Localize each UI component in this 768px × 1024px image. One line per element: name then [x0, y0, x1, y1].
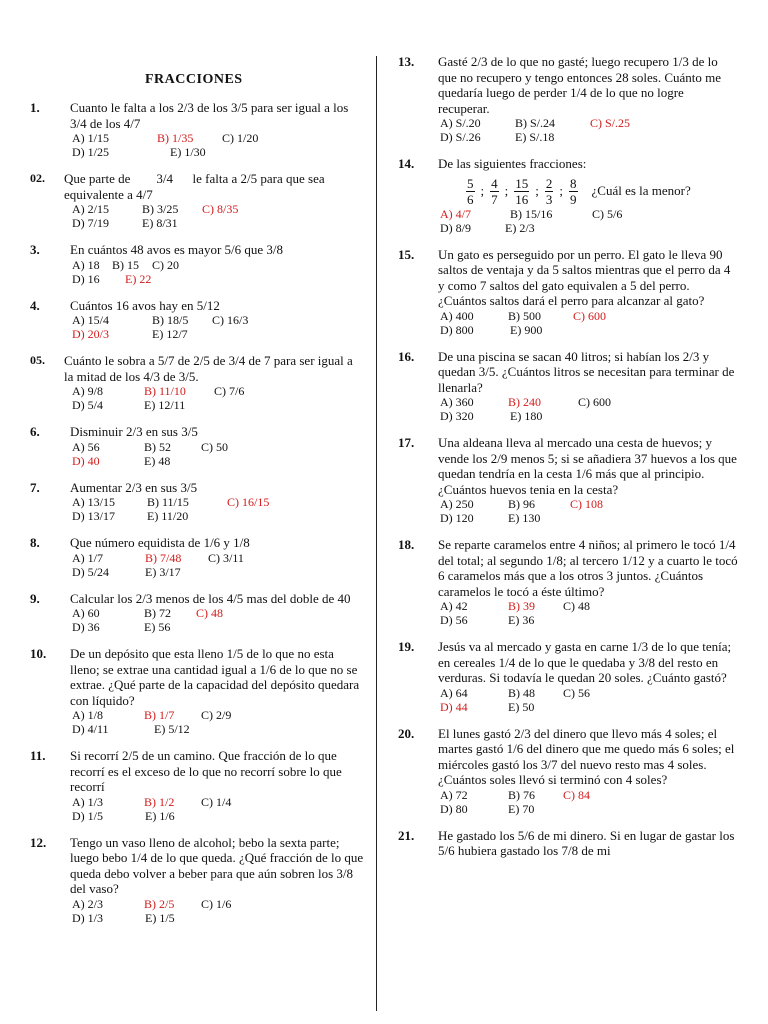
answer-options	[72, 131, 365, 159]
options-row	[440, 700, 738, 714]
correct-answer-option: C) S/.25	[590, 116, 631, 130]
options-row	[72, 258, 365, 272]
question-number: 7.	[30, 479, 40, 495]
options-row	[72, 440, 365, 454]
column-divider	[376, 56, 377, 1011]
left-column	[30, 100, 365, 937]
separator: ;	[504, 183, 509, 198]
question-number: 17.	[398, 435, 415, 450]
options-row	[72, 509, 365, 523]
answer-option: D) 8/9	[440, 220, 471, 235]
question-number: 13.	[398, 54, 415, 69]
options-row	[72, 708, 365, 722]
answer-option: A) 2/3	[72, 896, 103, 911]
answer-options	[72, 313, 365, 341]
answer-option: D) 320	[440, 409, 474, 423]
right-column	[398, 54, 741, 871]
answer-option: E) 48	[144, 453, 171, 468]
correct-answer-option: B) 39	[508, 599, 535, 613]
question-text: Cuanto le falta a los 2/3 de los 3/5 para ser igual a los 3/4 de los 4/7	[70, 100, 352, 131]
question-item	[398, 726, 738, 816]
answer-options	[72, 440, 365, 468]
denominator: 16	[515, 191, 529, 207]
options-row	[72, 398, 365, 412]
options-row	[72, 620, 365, 634]
answer-option: E) 5/12	[154, 722, 190, 736]
correct-answer-option: B) 11/10	[144, 384, 186, 398]
separator: ;	[480, 183, 485, 198]
answer-option: E) 70	[508, 801, 535, 816]
question-number: 14.	[398, 156, 415, 171]
correct-answer-option: E) 22	[125, 271, 152, 286]
answer-option: A) 42	[440, 599, 468, 613]
question-item	[398, 639, 738, 714]
answer-option: C) 1/4	[201, 794, 232, 809]
question-number: 1.	[30, 100, 40, 115]
question-text: En cuántos 48 avos es mayor 5/6 que 3/8	[70, 242, 284, 257]
question-text: Que parte de 3/4 le falta a 2/5 para que sea equivalente a 4/7	[64, 171, 328, 202]
answer-option: B) 48	[508, 685, 535, 700]
answer-options	[440, 599, 738, 627]
options-row	[440, 802, 738, 816]
question-number: 16.	[398, 348, 415, 364]
question-item	[30, 535, 365, 579]
options-row	[72, 795, 365, 809]
question-number: 20.	[398, 725, 415, 741]
answer-option: C) 3/11	[208, 550, 244, 565]
denominator: 9	[570, 191, 577, 207]
answer-options	[72, 202, 365, 230]
answer-option: E) 1/6	[145, 808, 175, 823]
answer-options	[440, 686, 738, 714]
answer-option: C) 2/9	[201, 708, 232, 722]
answer-options	[440, 788, 738, 816]
answer-options	[72, 897, 365, 925]
fraction	[490, 176, 499, 207]
answer-option: D) 5/4	[72, 398, 103, 412]
answer-option: A) 400	[440, 308, 474, 323]
answer-option: B) 15	[112, 257, 139, 272]
numerator: 5	[467, 175, 474, 191]
question-item	[30, 242, 365, 286]
question-item	[30, 100, 365, 159]
options-row	[440, 221, 738, 235]
question-text: De una piscina se sacan 40 litros; si habían los 2/3 y quedan 3/5. ¿Cuántos litros se necesitan para terminar de llenarla?	[438, 348, 738, 395]
correct-answer-option: B) 1/35	[157, 131, 194, 145]
page-title: FRACCIONES	[145, 72, 243, 87]
fraction	[569, 176, 578, 207]
question-text: Disminuir 2/3 en sus 3/5	[70, 424, 198, 439]
answer-option: D) S/.26	[440, 130, 481, 144]
answer-option: A) 1/3	[72, 794, 103, 809]
answer-options	[72, 258, 365, 286]
answer-option: E) 1/30	[170, 145, 206, 159]
correct-answer-option: B) 1/2	[144, 794, 175, 809]
correct-answer-option: B) 240	[508, 395, 541, 409]
question-text: Si recorrí 2/5 de un camino. Que fracción de lo que recorrí es el exceso de lo que no recorrí sobre lo que recorrí	[70, 748, 346, 794]
answer-options	[440, 116, 738, 144]
answer-option: D) 1/25	[72, 145, 109, 159]
answer-option: C) 1/20	[222, 131, 259, 145]
question-item	[30, 646, 365, 736]
options-row	[440, 395, 738, 409]
question-number: 19.	[398, 639, 415, 654]
question-number: 12.	[30, 834, 47, 850]
answer-option: C) 20	[152, 257, 179, 272]
options-row	[72, 313, 365, 327]
options-row	[440, 323, 738, 337]
separator: ;	[535, 183, 539, 198]
question-text: Cuántos 16 avos hay en 5/12	[70, 297, 220, 313]
options-row	[440, 497, 738, 511]
fraction	[514, 176, 529, 207]
options-row	[440, 599, 738, 613]
question-number: 18.	[398, 537, 415, 552]
answer-option: E) 12/11	[144, 398, 186, 412]
answer-option: A) 9/8	[72, 384, 103, 398]
answer-option: A) 18	[72, 257, 100, 272]
answer-option: C) 600	[578, 395, 611, 409]
correct-answer-option: C) 16/15	[227, 495, 270, 509]
correct-answer-option: D) 40	[72, 453, 100, 468]
question-item	[30, 748, 365, 823]
question-number: 3.	[30, 242, 40, 257]
answer-option: A) 60	[72, 606, 100, 620]
answer-options	[440, 497, 738, 525]
question-number: 6.	[30, 424, 40, 439]
question-number: 11.	[30, 748, 46, 763]
answer-option: A) 1/15	[72, 131, 109, 145]
answer-options	[440, 309, 738, 337]
answer-option: A) 72	[440, 787, 468, 802]
numerator: 8	[570, 175, 577, 191]
answer-option: B) 76	[508, 787, 535, 802]
separator: ;	[559, 183, 563, 198]
correct-answer-option: A) 4/7	[440, 206, 471, 221]
answer-option: B) 96	[508, 497, 535, 511]
options-row	[440, 309, 738, 323]
options-row	[440, 613, 738, 627]
answer-option: E) 2/3	[505, 220, 535, 235]
answer-option: B) 15/16	[510, 206, 553, 221]
answer-option: A) 360	[440, 395, 474, 409]
correct-answer-option: C) 48	[196, 606, 223, 620]
answer-options	[440, 395, 738, 423]
question-item	[398, 247, 738, 337]
answer-option: A) 13/15	[72, 495, 115, 509]
question-item	[30, 591, 365, 635]
fraction-question: ¿Cuál es la menor?	[591, 183, 691, 198]
answer-option: D) 5/24	[72, 564, 109, 579]
options-row	[72, 911, 365, 925]
answer-option: A) 2/15	[72, 202, 109, 216]
answer-option: B) 3/25	[142, 202, 179, 216]
answer-option: E) 900	[510, 322, 543, 337]
answer-option: B) 52	[144, 439, 171, 454]
answer-option: A) 250	[440, 497, 474, 511]
options-row	[72, 202, 365, 216]
correct-answer-option: C) 600	[573, 308, 606, 323]
options-row	[72, 722, 365, 736]
options-row	[72, 145, 365, 159]
answer-option: D) 16	[72, 271, 100, 286]
question-text: He gastado los 5/6 de mi dinero. Si en lugar de gastar los 5/6 hubiera gastado los 7/8 de mi	[438, 827, 738, 858]
answer-option: C) 7/6	[214, 384, 245, 398]
answer-option: E) 50	[508, 699, 535, 714]
numerator: 15	[515, 175, 529, 191]
answer-option: D) 800	[440, 322, 474, 337]
options-row	[72, 606, 365, 620]
answer-option: C) 48	[563, 599, 590, 613]
answer-option: B) 18/5	[152, 313, 189, 327]
answer-option: D) 1/3	[72, 910, 103, 925]
correct-answer-option: C) 8/35	[202, 202, 239, 216]
question-number: 4.	[30, 297, 40, 313]
question-text: Jesús va al mercado y gasta en carne 1/3 de lo que tenía; en cereales 1/4 de lo que le quedaba y 3/8 del resto en verduras. Si todavía le quedan 20 soles. ¿Cuánto gastó?	[438, 639, 735, 685]
options-row	[72, 495, 365, 509]
answer-options	[440, 207, 738, 235]
correct-answer-option: B) 1/7	[144, 708, 175, 722]
correct-answer-option: C) 84	[563, 787, 590, 802]
options-row	[440, 409, 738, 423]
answer-option: D) 13/17	[72, 509, 115, 523]
options-row	[72, 327, 365, 341]
answer-option: A) 1/7	[72, 550, 103, 565]
question-number: 02.	[30, 171, 45, 185]
question-item	[398, 54, 738, 144]
question-number: 21.	[398, 827, 415, 843]
question-text: Se reparte caramelos entre 4 niños; al primero le tocó 1/4 del total; al segundo 1/8; al tercero 1/12 y a cuarto le tocó 6 caramelos más que a los otros 3 juntos. ¿Cuántos caramelos le tocó a éste último?	[438, 537, 741, 599]
question-number: 15.	[398, 246, 415, 262]
answer-option: A) 56	[72, 439, 100, 454]
question-text: De las siguientes fracciones:	[438, 156, 587, 171]
fraction	[545, 176, 554, 207]
correct-answer-option: B) 2/5	[144, 896, 175, 911]
answer-option: C) 56	[563, 685, 590, 700]
answer-option: D) 4/11	[72, 722, 109, 736]
options-row	[440, 511, 738, 525]
options-row	[72, 565, 365, 579]
question-item	[398, 537, 741, 627]
correct-answer-option: B) 7/48	[145, 550, 182, 565]
answer-option: B) 11/15	[147, 495, 189, 509]
answer-option: C) 50	[201, 439, 228, 454]
answer-option: D) 120	[440, 511, 474, 525]
question-item	[30, 480, 365, 524]
question-text: Una aldeana lleva al mercado una cesta de huevos; y vende los 2/9 menos 5; si se añadiera 37 huevos a los que quedan tendría en la cesta 1/6 más que al principio. ¿Cuántos huevos tenia en la cesta?	[438, 435, 741, 497]
answer-option: D) 56	[440, 613, 468, 627]
answer-option: A) 15/4	[72, 313, 109, 327]
answer-option: B) S/.24	[515, 116, 556, 130]
question-number: 05.	[30, 353, 45, 367]
options-row	[72, 272, 365, 286]
answer-option: E) 1/5	[145, 910, 175, 925]
correct-answer-option: C) 108	[570, 497, 603, 511]
options-row	[72, 809, 365, 823]
options-row	[72, 551, 365, 565]
question-item	[398, 435, 741, 525]
answer-options	[72, 795, 365, 823]
answer-options	[72, 384, 365, 412]
fraction	[466, 176, 475, 207]
question-item	[30, 835, 365, 925]
options-row	[72, 897, 365, 911]
question-text: Calcular los 2/3 menos de los 4/5 mas del doble de 40	[70, 590, 351, 606]
question-text: Que número equidista de 1/6 y 1/8	[70, 535, 250, 550]
options-row	[72, 131, 365, 145]
options-row	[440, 788, 738, 802]
question-item	[30, 171, 365, 230]
answer-option: E) 130	[508, 511, 541, 525]
options-row	[440, 207, 738, 221]
answer-option: E) S/.18	[515, 130, 555, 144]
answer-option: D) 36	[72, 620, 100, 634]
answer-options	[72, 708, 365, 736]
numerator: 2	[545, 175, 553, 191]
answer-option: A) 64	[440, 685, 468, 700]
fraction-list	[462, 176, 738, 207]
answer-options	[72, 495, 365, 523]
answer-option: E) 56	[144, 620, 171, 634]
question-number: 10.	[30, 646, 47, 661]
answer-option: B) 500	[508, 308, 541, 323]
answer-option: D) 1/5	[72, 808, 103, 823]
answer-option: E) 180	[510, 409, 543, 423]
options-row	[72, 384, 365, 398]
question-text: Tengo un vaso lleno de alcohol; bebo la sexta parte; luego bebo 1/4 de lo que queda. ¿Qué fracción de lo que queda debo volver a beber para que aún sobren los 3/8 del vaso?	[70, 834, 367, 896]
question-number: 9.	[30, 590, 40, 606]
question-text: Gasté 2/3 de lo que no gasté; luego recupero 1/3 de lo que no recupero y tengo entonces 28 soles. Cuánto me quedaría luego de perder 1/4 de lo que no logre recuperar.	[438, 54, 725, 116]
question-text: Cuánto le sobra a 5/7 de 2/5 de 3/4 de 7 para ser igual a la mitad de los 4/3 de 3/5.	[64, 353, 357, 384]
correct-answer-option: D) 20/3	[72, 327, 109, 341]
denominator: 6	[467, 191, 474, 207]
answer-option: E) 11/20	[147, 509, 189, 523]
answer-option: E) 8/31	[142, 216, 178, 230]
answer-option: C) 16/3	[212, 313, 249, 327]
answer-option: D) 80	[440, 801, 468, 816]
answer-options	[72, 606, 365, 634]
answer-option: D) 7/19	[72, 216, 109, 230]
question-text: El lunes gastó 2/3 del dinero que llevo más 4 soles; el martes gastó 1/6 del dinero que me quedo más 6 soles; el miércoles gastó los 3/7 del nuevo resto mas 4 soles. ¿Cuántos soles llevó si terminó con 4 soles?	[438, 725, 738, 787]
answer-option: A) S/.20	[440, 116, 481, 130]
question-text: Un gato es perseguido por un perro. El gato le lleva 90 saltos de ventaja y da 5 saltos mientras que el perro da 4 y como 7 saltos del gato equivalen a 5 del perro. ¿Cuántos saltos dará el perro para alcanzar al gato?	[438, 246, 734, 308]
numerator: 4	[491, 175, 498, 191]
options-row	[440, 130, 738, 144]
answer-option: E) 3/17	[145, 564, 181, 579]
question-item	[30, 424, 365, 468]
denominator: 7	[491, 191, 498, 207]
question-text: De un depósito que esta lleno 1/5 de lo que no esta lleno; se extrae una cantidad igual a 1/6 de lo que no se extrae. ¿Qué parte de la capacidad del depósito quedara con líquido?	[70, 646, 363, 708]
answer-option: E) 36	[508, 613, 535, 627]
question-item	[30, 298, 365, 342]
question-item	[398, 349, 738, 424]
options-row	[72, 216, 365, 230]
denominator: 3	[545, 191, 553, 207]
answer-option: E) 12/7	[152, 327, 188, 341]
answer-option: C) 1/6	[201, 896, 232, 911]
correct-answer-option: D) 44	[440, 699, 468, 714]
answer-option: C) 5/6	[592, 206, 623, 221]
question-item	[398, 828, 738, 859]
answer-options	[72, 551, 365, 579]
question-number: 8.	[30, 535, 40, 550]
question-item	[398, 156, 738, 235]
question-text: Aumentar 2/3 en sus 3/5	[70, 479, 198, 495]
question-item	[30, 353, 365, 412]
answer-option: A) 1/8	[72, 708, 103, 722]
options-row	[72, 454, 365, 468]
answer-option: B) 72	[144, 606, 171, 620]
options-row	[440, 686, 738, 700]
options-row	[440, 116, 738, 130]
